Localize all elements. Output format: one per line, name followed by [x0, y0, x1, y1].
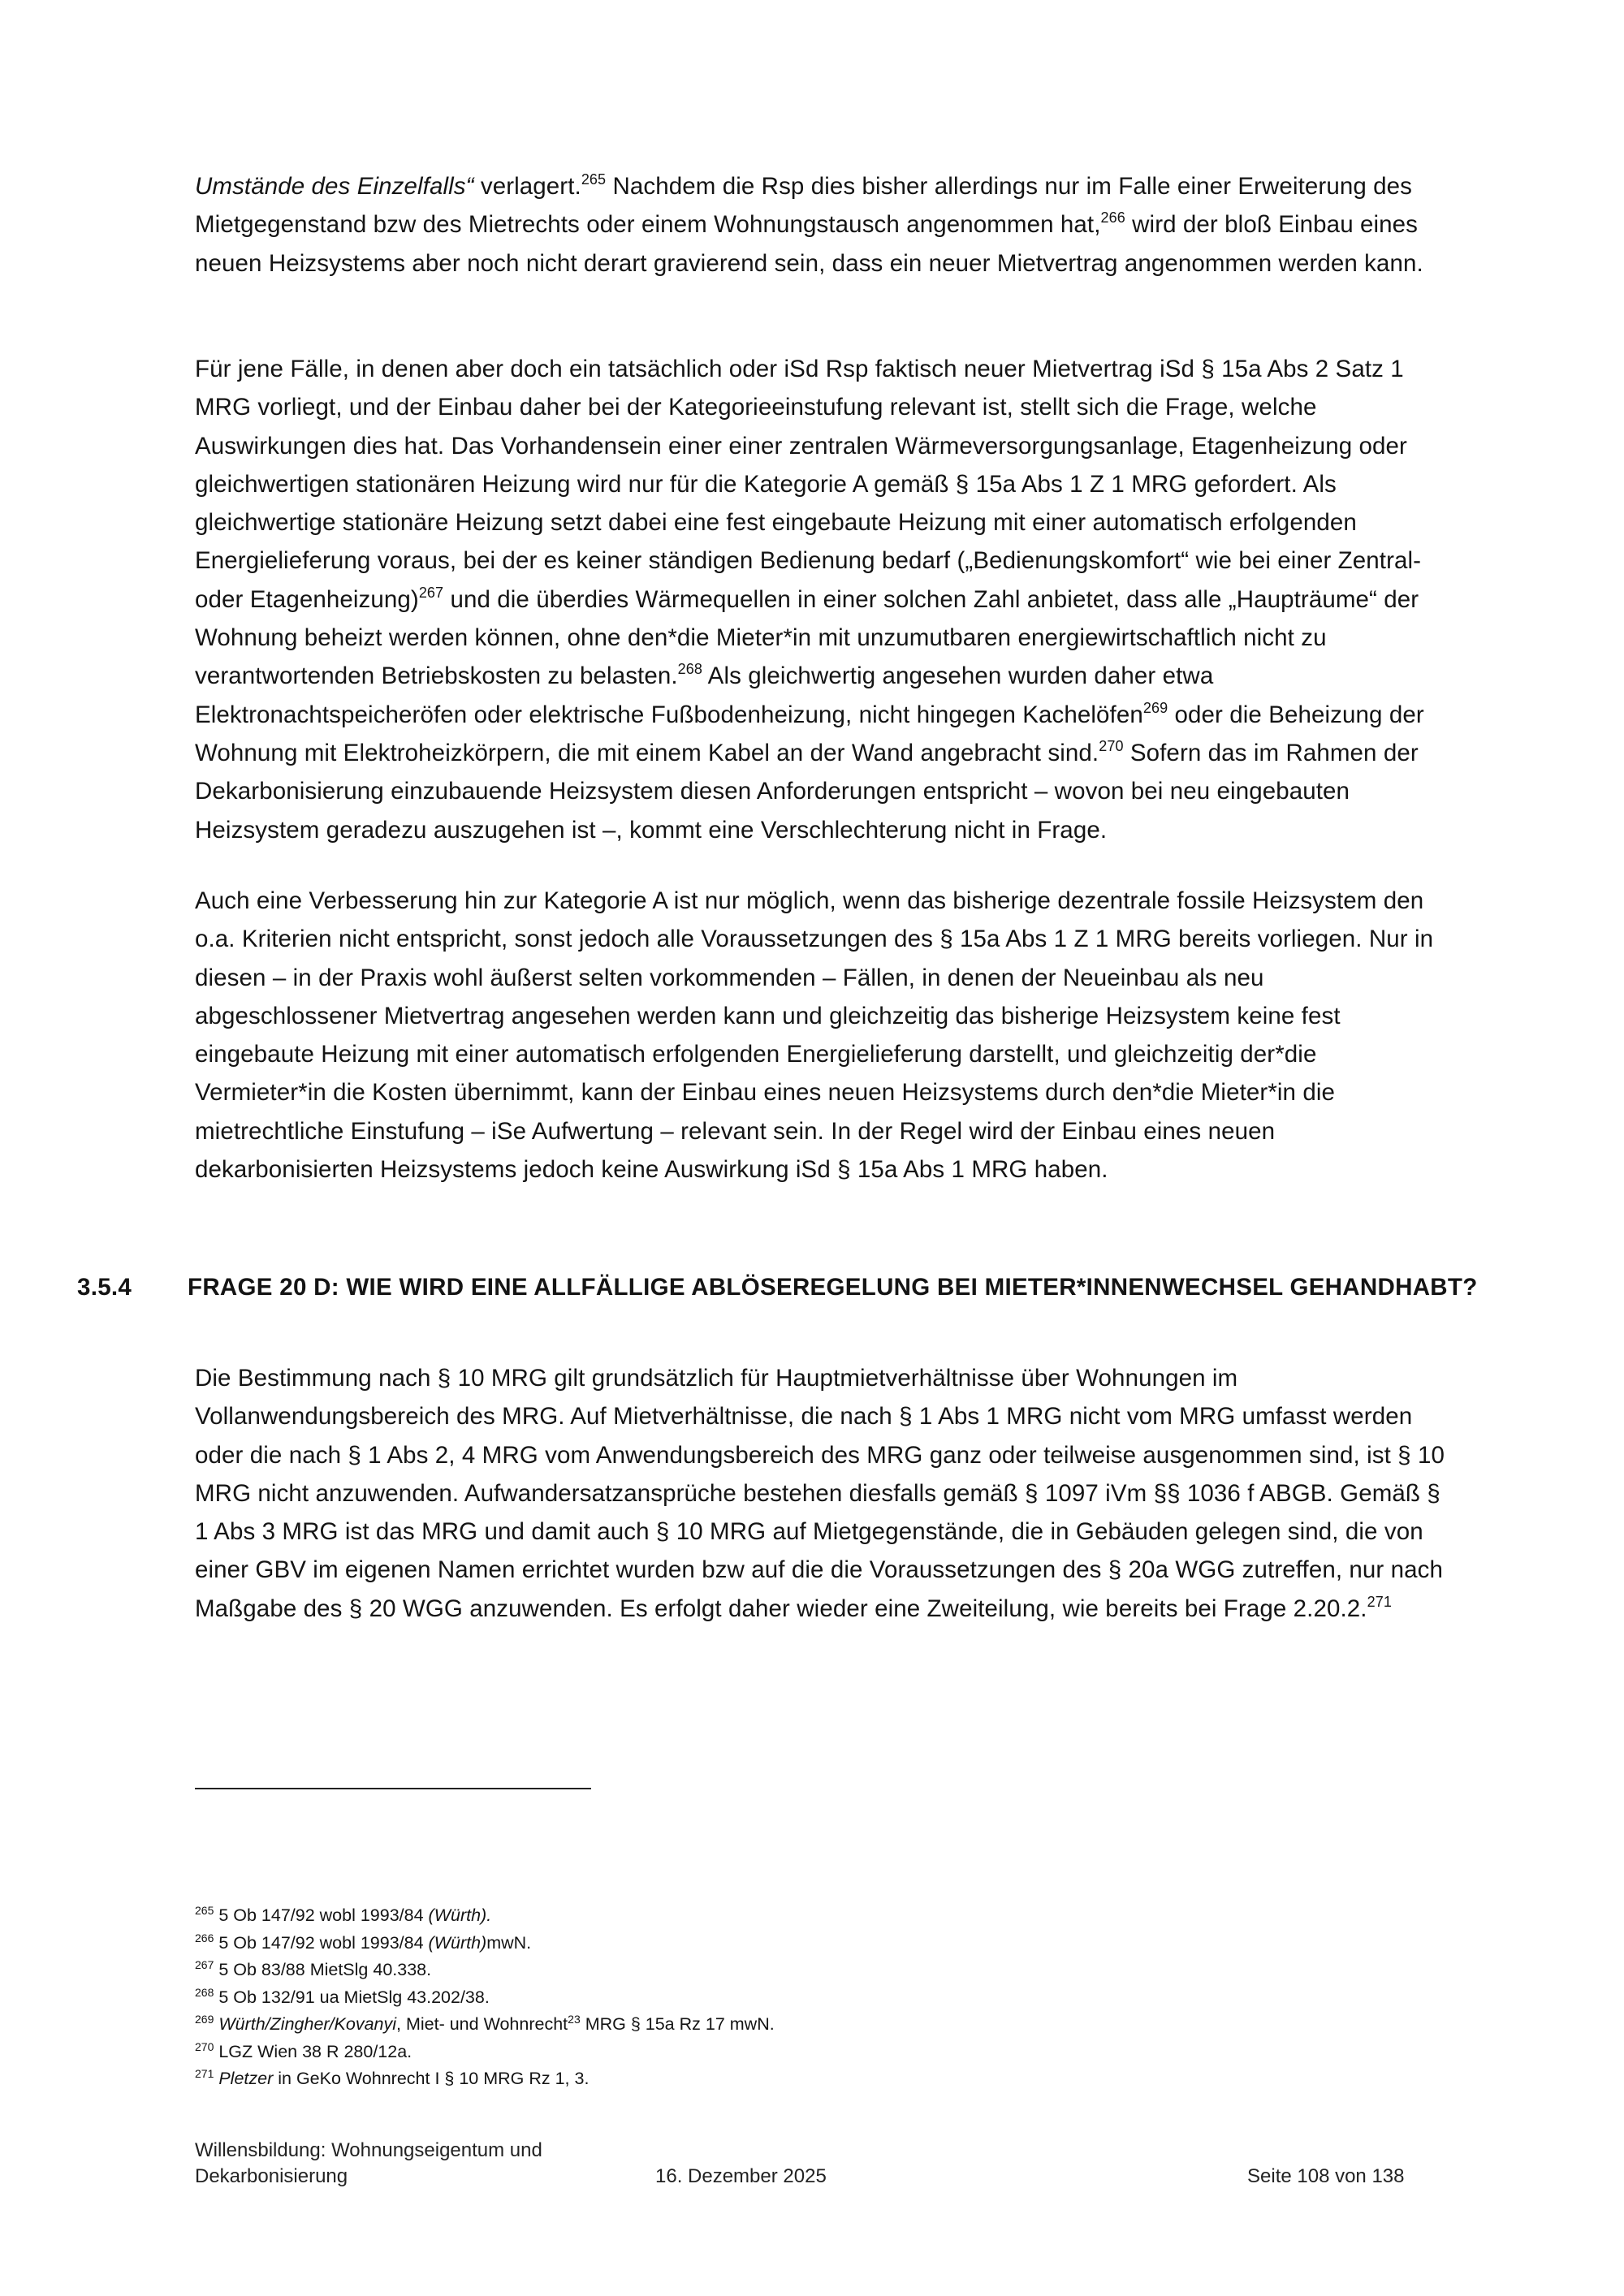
paragraph-mrg-10: Die Bestimmung nach § 10 MRG gilt grundsätzlich für Hauptmietverhältnisse über Wohnungen im Vollanwendungsbereich des MRG. Auf Mietverhältnisse, die nach § 1 Abs 1 MRG nicht vom MRG umfasst werden oder die nach § 1 Abs 2, 4 MRG vom Anwendungsbereich des MRG ganz oder teilweise ausgenommen sind, ist § 10 MRG nicht anzuwenden. Aufwandersatzansprüche bestehen diesfalls gemäß § 1097 iVm §§ 1036 f ABGB. Gemäß § 1 Abs 3 MRG ist das MRG und damit auch § 10 MRG auf Mietgegenstände, die in Gebäuden gelegen sind, die von einer GBV im eigenen Namen errichtet wurden bzw auf die die Voraussetzungen des § 20a WGG zutreffen, nur nach Maßgabe des § 20 WGG anzuwenden. Es erfolgt daher wieder eine Zweiteilung, wie bereits bei Frage 2.20.2.$^{271}$ [195, 1365, 1445, 1622]
footnotes [195, 1902, 1332, 2093]
footnote-268: $^{268}$ 5 Ob 132/91 ua MietSlg 43.202/38. [195, 1985, 490, 2007]
footer-page-number: Seite 108 von 138 [1247, 2165, 1405, 2187]
footnote-ref-268[interactable]: 268 [677, 661, 703, 678]
paragraph-verbesserung: Auch eine Verbesserung hin zur Kategorie A ist nur möglich, wenn das bisherige dezentrale fossile Heizsystem den o.a. Kriterien nicht entspricht, sonst jedoch alle Voraussetzungen des § 15a Abs 1 Z 1 MRG bereits vorliegen. Nur in diesen – in der Praxis wohl äußerst selten vorkommenden – Fällen, in denen der Neueinbau als neu abgeschlossener Mietvertrag angesehen werden kann und gleichzeitig das bisherige Heizsystem keine fest eingebaute Heizung mit einer automatisch erfolgenden Energielieferung darstellt, und gleichzeitig der*die Vermieter*in die Kosten übernimmt, kann der Einbau eines neuen Heizsystems durch den*die Mieter*in die mietrechtliche Einstufung – iSe Aufwertung – relevant sein. In der Regel wird der Einbau eines neuen dekarbonisierten Heizsystems jedoch keine Auswirkung iSd § 15a Abs 1 MRG haben. [195, 887, 1434, 1184]
paragraph-kategorieeinstufung: Für jene Fälle, in denen aber doch ein tatsächlich oder iSd Rsp faktisch neuer Mietvertrag iSd § 15a Abs 2 Satz 1 MRG vorliegt, und der Einbau daher bei der Kategorieeinstufung relevant ist, stellt sich die Frage, welche Auswirkungen dies hat. Das Vorhandensein einer einer zentralen Wärmeversorgungsanlage, Etagenheizung oder gleichwertigen stationären Heizung wird nur für die Kategorie A gemäß § 15a Abs 1 Z 1 MRG gefordert. Als gleichwertige stationäre Heizung setzt dabei eine fest eingebaute Heizung mit einer automatisch erfolgenden Energielieferung voraus, bei der es keiner ständigen Bedienung bedarf („Bedienungskomfort“ wie bei einer Zentral- oder Etagenheizung)$^{267}$ und die überdies Wärmequellen in einer solchen Zahl anbietet, dass alle „Haupträume“ der Wohnung beheizt werden können, ohne den*die Mieter*in mit unzumutbaren energiewirtschaftlich nicht zu verantwortenden Betriebskosten zu belasten.$^{268}$ Als gleichwertig angesehen wurden daher etwa Elektronachtspeicheröfen oder elektrische Fußbodenheizung, nicht hingegen Kachelöfen$^{269}$ oder die Beheizung der Wohnung mit Elektroheizkörpern, die mit einem Kabel an der Wand angebracht sind.$^{270}$ Sofern das im Rahmen der Dekarbonisierung einzubauende Heizsystem diesen Anforderungen entspricht – wovon bei neu eingebauten Heizsystem geradezu auszugehen ist –, kommt eine Verschlechterung nicht in Frage. [195, 356, 1424, 844]
footnote-269: $^{269}$ Würth/Zingher/Kovanyi, Miet- und Wohnrecht$^{23}$ MRG § 15a Rz 17 mwN. [195, 2013, 775, 2034]
footnote-267: $^{267}$ 5 Ob 83/88 MietSlg 40.338. [195, 1958, 432, 1979]
footnote-270: $^{270}$ LGZ Wien 38 R 280/12a. [195, 2039, 412, 2061]
section-title: FRAGE 20 D: WIE WIRD EINE ALLFÄLLIGE ABLÖSEREGELUNG BEI MIETER*INNENWECHSEL GEHANDHABT? [188, 1274, 1478, 1301]
footnote-ref-271[interactable]: 271 [1367, 1593, 1392, 1610]
footnote-ref-265[interactable]: 265 [581, 171, 607, 188]
footnote-266: $^{266}$ 5 Ob 147/92 wobl 1993/84 (Würth)mwN. [195, 1931, 532, 1953]
footnote-271: $^{271}$ Pletzer in GeKo Wohnrecht I § 10 MRG Rz 1, 3. [195, 2067, 590, 2088]
paragraph-umstaende: Umstände des Einzelfalls“ verlagert.$^{265}$ Nachdem die Rsp dies bisher allerdings nur im Falle einer Erweiterung des Mietgegenstand bzw des Mietrechts oder einem Wohnungstausch angenommen hat,$^{266}$ wird der bloß Einbau eines neuen Heizsystems aber noch nicht derart gravierend sein, dass ein neuer Mietvertrag angenommen werden kann. [195, 171, 1423, 277]
footnote-separator [195, 1788, 591, 1789]
footer-date: 16. Dezember 2025 [655, 2165, 827, 2187]
footnote-ref-266[interactable]: 266 [1100, 209, 1125, 227]
footnote-ref-267[interactable]: 267 [418, 584, 444, 601]
footnote-ref-269[interactable]: 269 [1142, 699, 1168, 716]
footnote-265: $^{265}$ 5 Ob 147/92 wobl 1993/84 (Würth). [195, 1904, 492, 1925]
footer-document-title: Willensbildung: Wohnungseigentum und Dekarbonisierung [195, 2139, 542, 2187]
section-number: 3.5.4 [77, 1274, 132, 1301]
footnote-ref-270[interactable]: 270 [1099, 737, 1124, 754]
